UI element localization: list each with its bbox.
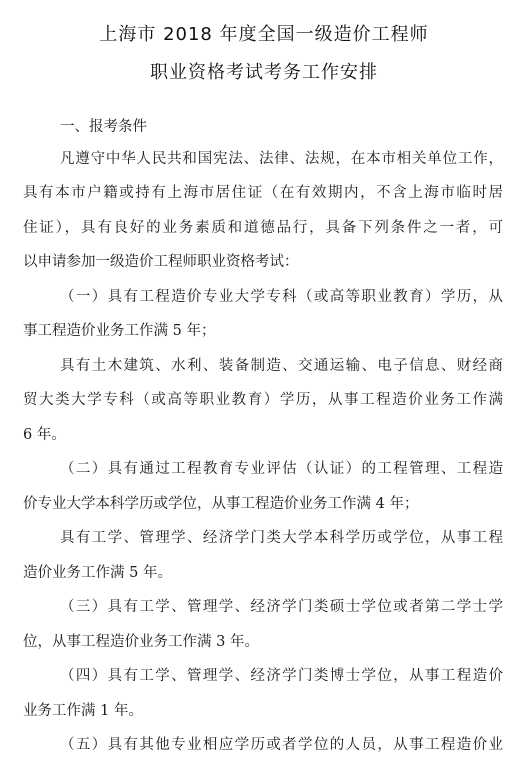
condition-2b-line-1: 具有工学、管理学、经济学门类大学本科学历或学位，从事工程 [60, 530, 503, 546]
condition-5-line-1: （五）具有其他专业相应学历或者学位的人员，从事工程造价业 [60, 737, 503, 753]
condition-4-line-2: 业务工作满 1 年。 [23, 703, 143, 719]
condition-1a-line-1: （一）具有工程造价专业大学专科（或高等职业教育）学历，从 [60, 289, 503, 305]
condition-1b-line-1: 具有土木建筑、水利、装备制造、交通运输、电子信息、财经商 [60, 358, 503, 374]
condition-3-line-1: （三）具有工学、管理学、经济学门类硕士学位或者第二学士学 [60, 599, 503, 615]
intro-line-1: 凡遵守中华人民共和国宪法、法律、法规，在本市相关单位工作， [60, 151, 503, 167]
document-title-line-2: 职业资格考试考务工作安排 [150, 62, 378, 83]
condition-1b-line-2: 贸大类大学专科（或高等职业教育）学历，从事工程造价业务工作满 [23, 392, 503, 408]
condition-1a-line-2: 事工程造价业务工作满 5 年； [23, 323, 216, 339]
document-title-line-1: 上海市 2018 年度全国一级造价工程师 [99, 24, 429, 45]
intro-line-2: 具有本市户籍或持有上海市居住证（在有效期内，不含上海市临时居 [23, 185, 503, 201]
intro-line-3: 住证），具有良好的业务素质和道德品行，具备下列条件之一者，可 [23, 220, 503, 236]
condition-1b-line-3: 6 年。 [23, 427, 66, 443]
condition-3-line-2: 位，从事工程造价业务工作满 3 年。 [23, 634, 259, 650]
condition-2b-line-2: 造价业务工作满 5 年。 [23, 565, 172, 581]
condition-2a-line-1: （二）具有通过工程教育专业评估（认证）的工程管理、工程造 [60, 461, 503, 477]
condition-4-line-1: （四）具有工学、管理学、经济学门类博士学位，从事工程造价 [60, 668, 503, 684]
condition-2a-line-2: 价专业大学本科学历或学位，从事工程造价业务工作满 4 年； [23, 496, 419, 512]
intro-line-4: 以申请参加一级造价工程师职业资格考试： [23, 254, 299, 270]
section-heading: 一、报考条件 [60, 119, 147, 135]
